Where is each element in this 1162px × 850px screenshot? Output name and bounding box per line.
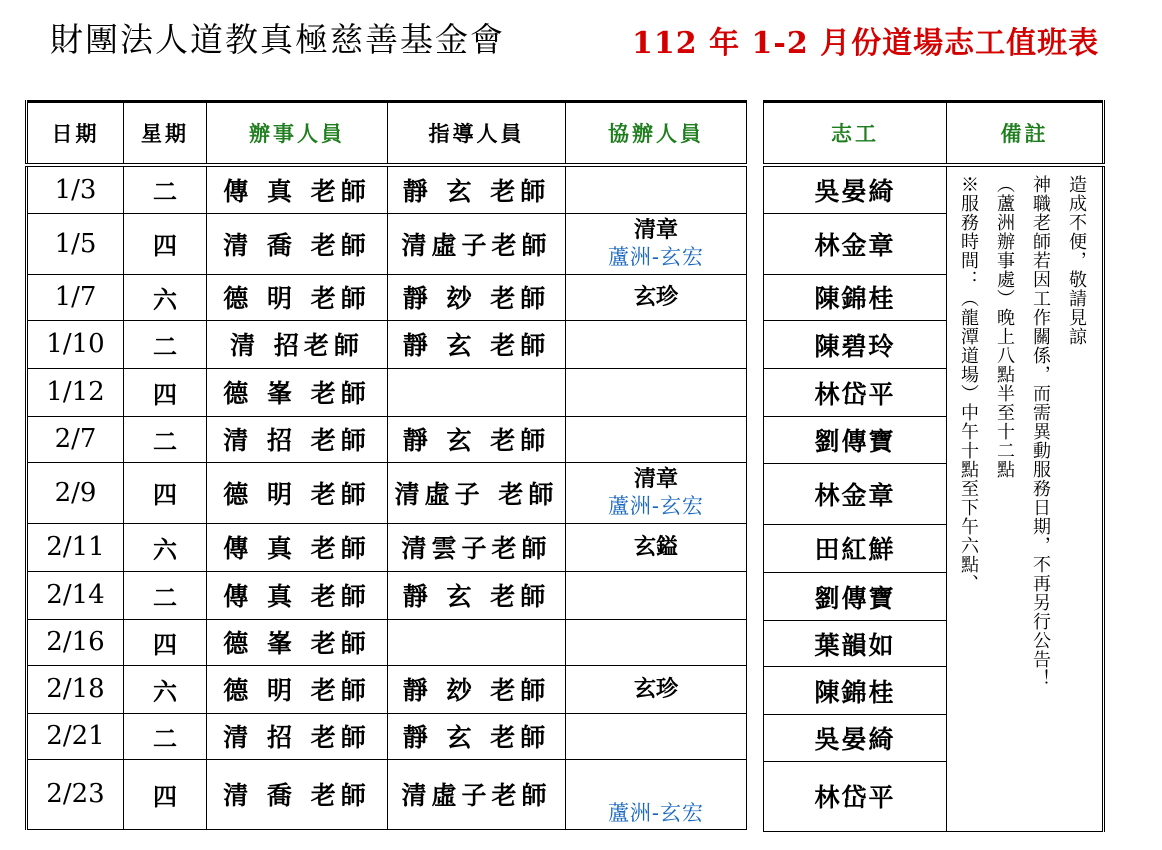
- assistant-cell: [566, 759, 747, 829]
- table-row: [27, 523, 747, 571]
- volunteer-cell: 林岱平: [764, 761, 947, 831]
- date-cell: 2/9: [27, 462, 124, 523]
- org-title: 財團法人道教真極慈善基金會: [50, 20, 505, 59]
- handler-cell: 德 明 老師: [207, 462, 388, 523]
- weekday-cell: 二: [124, 713, 207, 759]
- date-cell: 2/14: [27, 571, 124, 619]
- assistant-name: 玄珍: [633, 283, 678, 310]
- remarks-text: [947, 167, 1102, 831]
- guide-cell: 靜 玄 老師: [388, 320, 566, 368]
- table-row: [27, 213, 747, 274]
- weekday-cell: 二: [124, 571, 207, 619]
- assistant-cell: [566, 619, 747, 665]
- handler-cell: 清 招老師: [207, 320, 388, 368]
- handler-cell: 德 明 老師: [207, 665, 388, 713]
- handler-cell: 德 峯 老師: [207, 368, 388, 416]
- handler-cell: 清 喬 老師: [207, 213, 388, 274]
- table-row: [27, 320, 747, 368]
- guide-cell: 靜 玄 老師: [388, 416, 566, 462]
- col-volunteer: 志工: [764, 102, 947, 166]
- volunteer-cell: 吳晏綺: [764, 165, 947, 213]
- volunteer-cell: 陳錦桂: [764, 667, 947, 715]
- weekday-cell: 二: [124, 320, 207, 368]
- assistant-name: 清章: [633, 216, 678, 243]
- handler-cell: 清 喬 老師: [207, 759, 388, 829]
- volunteer-cell: 林金章: [764, 463, 947, 524]
- handler-cell: 清 招 老師: [207, 713, 388, 759]
- handler-cell: 清 招 老師: [207, 416, 388, 462]
- remarks-cell: [947, 165, 1104, 832]
- date-cell: 1/5: [27, 213, 124, 274]
- date-cell: 2/23: [27, 759, 124, 829]
- assistant-cell: [566, 320, 747, 368]
- assistant-cell: [566, 462, 747, 523]
- volunteer-cell: 陳錦桂: [764, 274, 947, 320]
- assistant-cell: [566, 713, 747, 759]
- table-row: [27, 274, 747, 320]
- table-row: [27, 368, 747, 416]
- weekday-cell: 四: [124, 368, 207, 416]
- date-cell: 2/11: [27, 523, 124, 571]
- col-remarks: 備註: [947, 102, 1104, 166]
- assistant-cell: [566, 274, 747, 320]
- guide-cell: [388, 368, 566, 416]
- guide-cell: 清虛子老師: [388, 213, 566, 274]
- assistant-cell: [566, 416, 747, 462]
- col-guide: 指導人員: [388, 102, 566, 166]
- weekday-cell: 四: [124, 619, 207, 665]
- guide-cell: 靜 玅 老師: [388, 665, 566, 713]
- weekday-cell: 六: [124, 274, 207, 320]
- assistant-name: 玄鎰: [633, 533, 678, 560]
- volunteer-cell: 林金章: [764, 213, 947, 274]
- header-row: [764, 102, 1104, 166]
- volunteer-cell: 林岱平: [764, 369, 947, 417]
- handler-cell: 德 明 老師: [207, 274, 388, 320]
- assistant-name: 玄珍: [633, 675, 678, 702]
- assistant-cell: [566, 571, 747, 619]
- header-row: [27, 102, 747, 166]
- schedule-title: 112 年 1-2 月份道場志工值班表: [632, 26, 1100, 61]
- date-cell: 2/21: [27, 713, 124, 759]
- remark-line: ※服務時間：（龍潭道場）中午十點至下午六點、: [958, 175, 979, 593]
- assistant-branch: 蘆洲-玄宏: [607, 800, 705, 825]
- guide-cell: 清虛子 老師: [388, 462, 566, 523]
- assistant-cell: [566, 523, 747, 571]
- date-cell: 1/12: [27, 368, 124, 416]
- weekday-cell: 四: [124, 759, 207, 829]
- col-date: 日期: [27, 102, 124, 166]
- col-assistant: 協辦人員: [566, 102, 747, 166]
- table-row: [27, 416, 747, 462]
- volunteer-cell: 劉傳寶: [764, 417, 947, 463]
- date-cell: 2/16: [27, 619, 124, 665]
- remark-line: （蘆洲辦事處）晚上八點半至十二點: [994, 175, 1015, 479]
- guide-cell: 清虛子老師: [388, 759, 566, 829]
- date-cell: 1/10: [27, 320, 124, 368]
- weekday-cell: 四: [124, 462, 207, 523]
- volunteer-table: [763, 100, 1105, 832]
- weekday-cell: 二: [124, 165, 207, 213]
- table-row: [27, 619, 747, 665]
- schedule-table: [25, 100, 747, 830]
- date-cell: 1/3: [27, 165, 124, 213]
- weekday-cell: 六: [124, 523, 207, 571]
- table-row: [27, 759, 747, 829]
- table-row: [27, 713, 747, 759]
- remark-line: 神職老師若因工作關係，而需異動服務日期，不再另行公告！: [1030, 175, 1051, 688]
- assistant-cell: [566, 368, 747, 416]
- date-cell: 2/18: [27, 665, 124, 713]
- assistant-cell: [566, 665, 747, 713]
- volunteer-cell: 劉傳寶: [764, 572, 947, 620]
- handler-cell: 傳 真 老師: [207, 523, 388, 571]
- guide-cell: 靜 玅 老師: [388, 274, 566, 320]
- table-row: [27, 571, 747, 619]
- guide-cell: 靜 玄 老師: [388, 571, 566, 619]
- assistant-name: 清章: [633, 465, 678, 492]
- table-row: [27, 165, 747, 213]
- col-weekday: 星期: [124, 102, 207, 166]
- table-row: [27, 462, 747, 523]
- guide-cell: [388, 619, 566, 665]
- weekday-cell: 四: [124, 213, 207, 274]
- volunteer-cell: 葉韻如: [764, 621, 947, 667]
- volunteer-cell: 吳晏綺: [764, 715, 947, 761]
- weekday-cell: 二: [124, 416, 207, 462]
- volunteer-cell: 田紅鮮: [764, 524, 947, 572]
- guide-cell: 清雲子老師: [388, 523, 566, 571]
- assistant-branch: 蘆洲-玄宏: [607, 493, 705, 518]
- table-row: [764, 165, 1104, 213]
- weekday-cell: 六: [124, 665, 207, 713]
- handler-cell: 傳 真 老師: [207, 571, 388, 619]
- volunteer-cell: 陳碧玲: [764, 321, 947, 369]
- assistant-cell: [566, 213, 747, 274]
- handler-cell: 傳 真 老師: [207, 165, 388, 213]
- remark-line: 造成不便，敬請見諒: [1066, 175, 1087, 346]
- date-cell: 2/7: [27, 416, 124, 462]
- handler-cell: 德 峯 老師: [207, 619, 388, 665]
- guide-cell: 靜 玄 老師: [388, 713, 566, 759]
- assistant-branch: 蘆洲-玄宏: [607, 244, 705, 269]
- guide-cell: 靜 玄 老師: [388, 165, 566, 213]
- table-row: [27, 665, 747, 713]
- assistant-cell: [566, 165, 747, 213]
- col-handler: 辦事人員: [207, 102, 388, 166]
- date-cell: 1/7: [27, 274, 124, 320]
